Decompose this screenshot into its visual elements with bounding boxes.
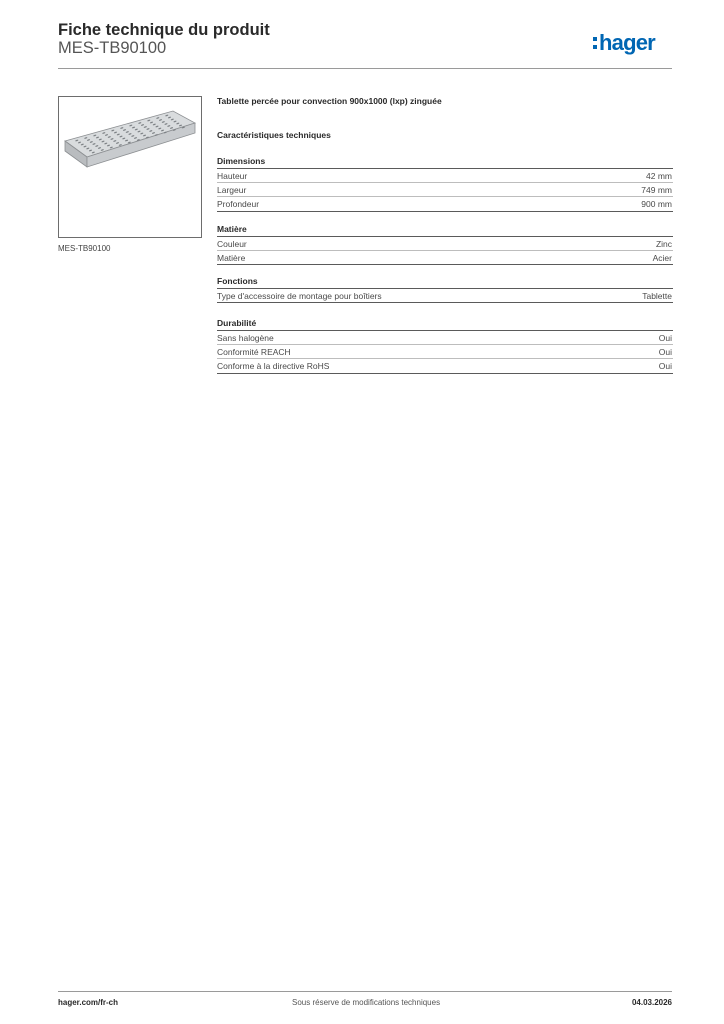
spec-value: Oui <box>658 346 672 357</box>
spec-row <box>217 330 673 345</box>
spec-label: Hauteur <box>217 171 248 181</box>
footer-date: 04.03.2026 <box>631 998 672 1007</box>
image-caption: MES-TB90100 <box>58 244 111 253</box>
footer-divider <box>58 991 672 992</box>
spec-row <box>217 236 673 251</box>
logo-dot-bottom <box>593 45 597 49</box>
product-reference: MES-TB90100 <box>58 39 167 57</box>
spec-row <box>217 345 673 360</box>
spec-label: Sans halogène <box>217 333 274 343</box>
product-image <box>58 96 202 238</box>
spec-value: 42 mm <box>646 171 672 181</box>
spec-label: Profondeur <box>217 199 260 209</box>
spec-value: Acier <box>652 252 672 263</box>
spec-row <box>217 251 673 266</box>
spec-value: 749 mm <box>641 184 672 195</box>
spec-label: Conforme à la directive RoHS <box>217 361 330 371</box>
hager-logo <box>592 26 674 58</box>
product-description: Tablette percée pour convection 900x1000 (lxp) zinguée <box>217 96 442 106</box>
spec-label: Type d'accessoire de montage pour boîtiers <box>217 291 382 301</box>
spec-value: Oui <box>658 361 672 371</box>
spec-label: Conformité REACH <box>217 346 291 357</box>
spec-row <box>217 197 673 212</box>
section-title: Durabilité <box>217 318 257 328</box>
spec-value: 900 mm <box>641 199 672 209</box>
spec-label: Couleur <box>217 239 247 249</box>
logo-dot-top <box>593 37 597 41</box>
spec-value: Tablette <box>642 291 672 301</box>
spec-value: Oui <box>658 333 672 343</box>
header-divider <box>58 68 672 69</box>
spec-row <box>217 168 673 183</box>
footer-disclaimer: Sous réserve de modifications techniques <box>292 998 441 1007</box>
section-title: Fonctions <box>217 276 258 286</box>
spec-label: Matière <box>217 252 246 263</box>
section-title: Dimensions <box>217 156 266 166</box>
spec-value: Zinc <box>655 239 672 249</box>
spec-label: Largeur <box>217 184 247 195</box>
technical-characteristics-heading: Caractéristiques techniques <box>217 130 331 140</box>
page-title: Fiche technique du produit <box>58 21 270 39</box>
spec-row <box>217 183 673 198</box>
spec-row <box>217 288 673 303</box>
perforated-shelf-illustration <box>59 97 201 237</box>
logo-text: hager <box>599 30 655 55</box>
section-title: Matière <box>217 224 247 234</box>
spec-row <box>217 359 673 374</box>
footer-website: hager.com/fr-ch <box>58 998 119 1007</box>
